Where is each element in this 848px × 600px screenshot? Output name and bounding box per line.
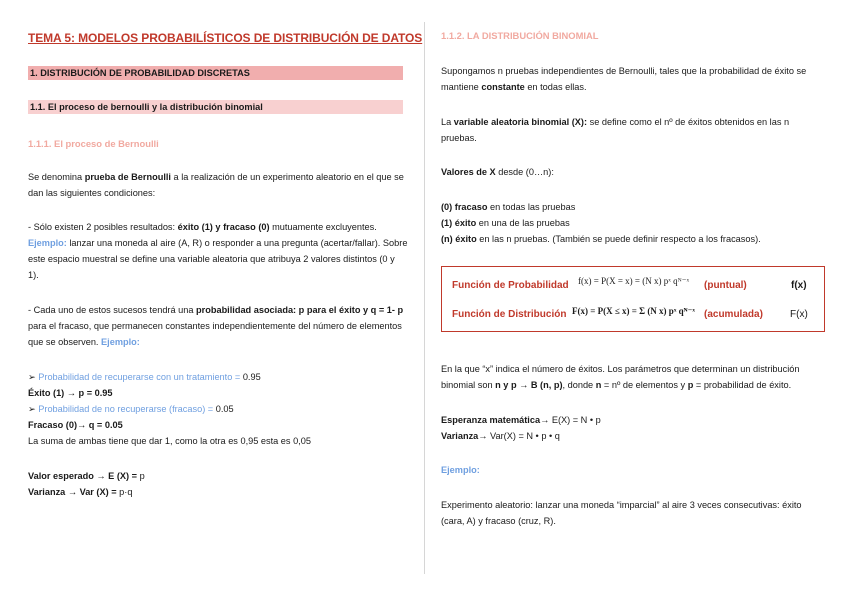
value: p (139, 471, 145, 481)
list-item-n (441, 231, 761, 247)
text: Valor esperado → E (X) = (28, 471, 140, 481)
puntual-tag: (puntual) (704, 280, 747, 291)
text: = probabilidad de éxito. (693, 380, 792, 390)
text: que se observen. (28, 337, 102, 347)
text: en todas las pruebas (487, 202, 576, 212)
paragraph-2-line-3: este espacio muestral se define una variable aleatoria que atribuya 2 valores distintos (0 y (28, 254, 395, 264)
term-valores-x: Valores de X (441, 167, 496, 177)
r-paragraph-2-line-1 (441, 114, 789, 130)
text: mantiene (441, 82, 482, 92)
text: a la realización de un experimento aleatorio en el que se (170, 172, 404, 182)
arrow-bullet-icon: ➢ (28, 404, 36, 414)
section-heading-1-1-text: 1.1. El proceso de bernoulli y la distribución binomial (30, 102, 263, 112)
acumulada-tag: (acumulada) (704, 309, 763, 320)
list-item-0 (441, 199, 575, 215)
r-varianza (441, 428, 560, 444)
text: (n) éxito (441, 234, 477, 244)
paragraph-3-line-3 (28, 334, 140, 350)
term-b-n-p: n y p → B (n, p) (495, 380, 563, 390)
r-paragraph-1-line-2 (441, 79, 587, 95)
value: 0.05 (215, 404, 234, 414)
term-p: p (687, 380, 694, 390)
text: desde (0…n): (495, 167, 554, 177)
r-paragraph-4-line-2 (441, 377, 791, 393)
text: en las n pruebas. (También se puede definir respecto a los fracasos). (476, 234, 761, 244)
section-heading-1-text: 1. DISTRIBUCIÓN DE PROBABILIDAD DISCRETAS (30, 68, 250, 78)
suma-line: La suma de ambas tiene que dar 1, como la otra es 0,95 esta es 0,05 (28, 436, 311, 446)
funcion-probabilidad-formula (578, 276, 689, 287)
exito-line: Éxito (1) → p = 0.95 (28, 388, 113, 398)
r-paragraph-2-line-2: pruebas. (441, 133, 477, 143)
r-paragraph-4-line-1: En la que “x” indica el número de éxitos. Los parámetros que determinan un distribución (441, 364, 800, 374)
section-heading-1-1 (28, 100, 403, 114)
text: Se denomina (28, 172, 85, 182)
text: (1) éxito (441, 218, 477, 228)
example-line-1: Experimento aleatorio: lanzar una moneda “imparcial” al aire 3 veces consecutivas: éxito (441, 500, 802, 510)
example-line-2: (cara, A) y fracaso (cruz, R). (441, 516, 556, 526)
text: - Sólo existen 2 posibles resultados: (28, 222, 178, 232)
paragraph-2-line-2 (28, 235, 407, 251)
text: Varianza → Var (X) = (28, 487, 120, 497)
funcion-probabilidad-label: Función de Probabilidad (452, 280, 569, 291)
funcion-distribucion-formula (572, 306, 695, 317)
value: p·q (119, 487, 133, 497)
text: se define como el nº de éxitos obtenidos en las n (587, 117, 790, 127)
subsection-heading-1-1-1: 1.1.1. El proceso de Bernoulli (28, 138, 159, 149)
text: La (441, 117, 454, 127)
value: Var(X) = N • p • q (487, 431, 560, 441)
text: en todas ellas. (524, 82, 587, 92)
paragraph-3-line-1 (28, 302, 403, 318)
text: mutuamente excluyentes. (269, 222, 377, 232)
valores-x (441, 164, 554, 180)
list-item-1 (441, 215, 570, 231)
formula-text: f(x) = P(X = x) = (N x) pˣ qᴺ⁻ˣ (578, 276, 690, 286)
text: Varianza→ (441, 431, 488, 441)
text: lanzar una moneda al aire (A, R) o responder a una pregunta (acertar/fallar). Sobre (66, 238, 408, 248)
text: Probabilidad de recuperarse con un tratamiento = (35, 372, 243, 382)
term-probabilidad-asociada: probabilidad asociada: p para el éxito y q = 1- p (196, 305, 404, 315)
value: 0.95 (242, 372, 261, 382)
funcion-distribucion-label: Función de Distribución (452, 309, 567, 320)
term-variable-binomial: variable aleatoria binomial (X): (453, 117, 588, 127)
value: E(X) = N • p (549, 415, 601, 425)
term-exito-fracaso: éxito (1) y fracaso (0) (177, 222, 270, 232)
example-label: Ejemplo: (101, 337, 140, 347)
valor-esperado (28, 468, 145, 484)
subsection-heading-1-1-2: 1.1.2. LA DISTRIBUCIÓN BINOMIAL (441, 30, 599, 41)
section-heading-1 (28, 66, 403, 80)
r-paragraph-1-line-1: Supongamos n pruebas independientes de Bernoulli, tales que la probabilidad de éxito se (441, 66, 807, 76)
column-divider (424, 22, 425, 574)
text: Esperanza matemática→ (441, 415, 550, 425)
arrow-bullet-icon: ➢ (28, 372, 36, 382)
paragraph-2-line-1 (28, 219, 377, 235)
term-n: n (595, 380, 602, 390)
fracaso-line: Fracaso (0)→ q = 0.05 (28, 420, 123, 430)
text: - Cada uno de estos sucesos tendrá una (28, 305, 197, 315)
varianza (28, 484, 132, 500)
page-title: TEMA 5: MODELOS PROBABILÍSTICOS DE DISTRIBUCIÓN DE DATOS (28, 31, 423, 45)
text: en una de las pruebas (476, 218, 570, 228)
example-label: Ejemplo: (28, 238, 67, 248)
paragraph-1-line-1 (28, 169, 404, 185)
formula-text: F(x) = P(X ≤ x) = Σ (N x) pˣ qᴺ⁻ˣ (572, 306, 695, 316)
term-constante: constante (481, 82, 525, 92)
text: = nº de elementos y (601, 380, 688, 390)
text: (0) fracaso (441, 202, 488, 212)
paragraph-3-line-2: para el fracaso, que permanecen constantes independientemente del número de elementos (28, 321, 402, 331)
ejemplo-heading: Ejemplo: (441, 465, 480, 475)
f-uppercase: F(x) (790, 309, 808, 320)
text: Probabilidad de no recuperarse (fracaso) = (35, 404, 216, 414)
term-prueba-bernoulli: prueba de Bernoulli (84, 172, 171, 182)
paragraph-2-line-4: 1). (28, 270, 39, 280)
bullet-1 (28, 369, 261, 385)
text: , donde (562, 380, 596, 390)
f-lowercase: f(x) (791, 280, 807, 291)
paragraph-1-line-2: dan las siguientes condiciones: (28, 188, 156, 198)
esperanza (441, 412, 601, 428)
text: binomial son (441, 380, 496, 390)
bullet-2 (28, 401, 234, 417)
